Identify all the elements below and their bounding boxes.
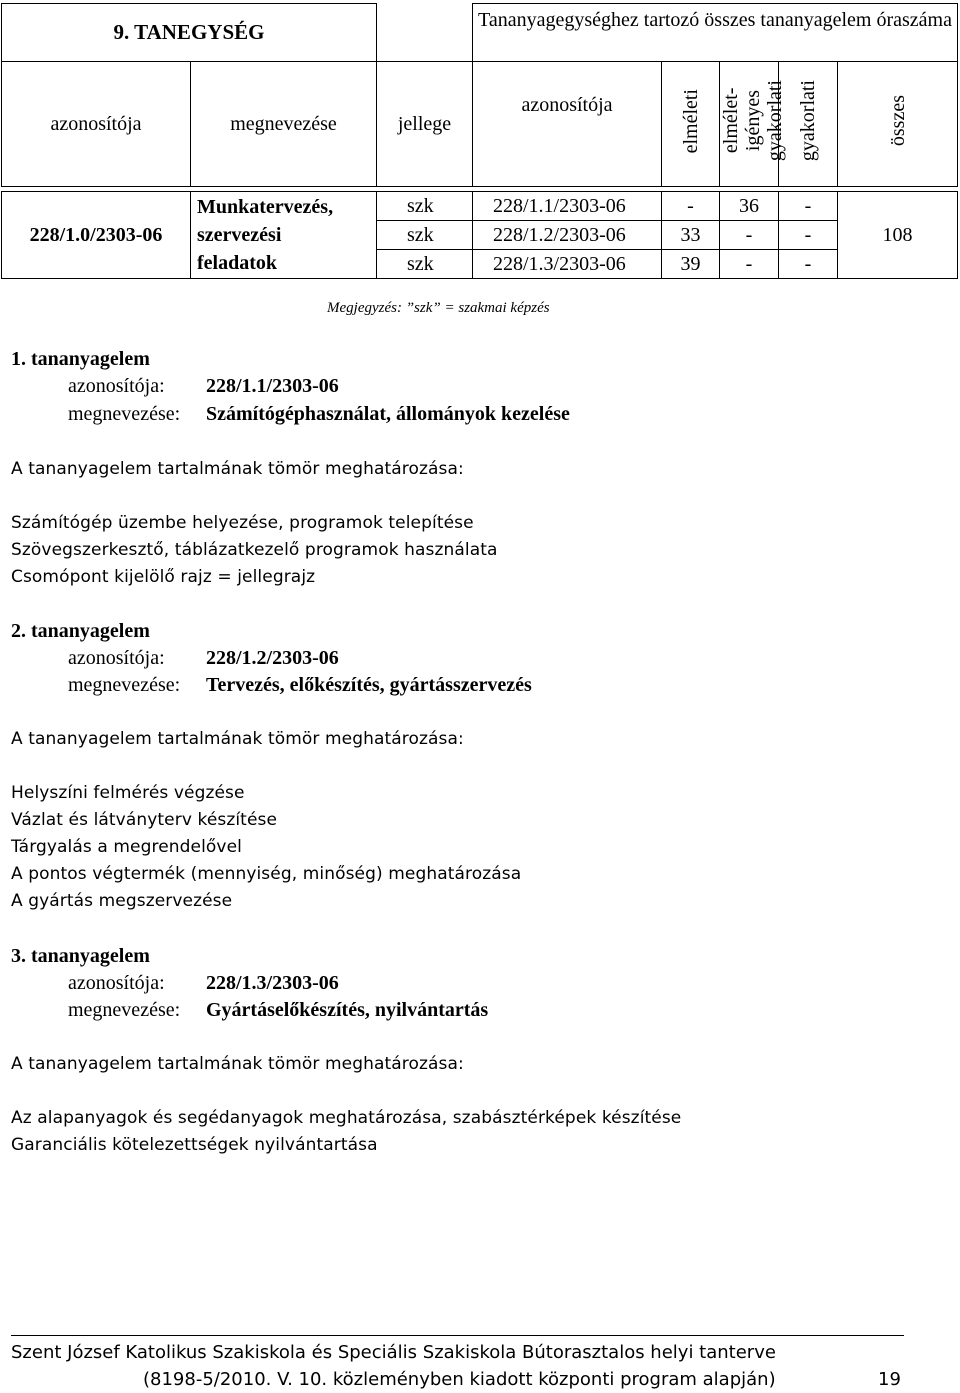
- list-item: Csomópont kijelölő rajz = jellegrajz: [11, 567, 316, 587]
- name-label: megnevezése:: [68, 999, 181, 1021]
- id-value: 228/1.3/2303-06: [206, 972, 339, 994]
- list-item: Helyszíni felmérés végzése: [11, 783, 245, 803]
- col-header-practice: [779, 62, 838, 187]
- list-item: Vázlat és látványterv készítése: [11, 810, 278, 830]
- row-theory-practice: -: [720, 221, 779, 250]
- col-header-theory-text: elméleti: [679, 88, 702, 154]
- row-practice: -: [779, 250, 838, 279]
- row-id: 228/1.2/2303-06: [473, 221, 662, 250]
- id-value: 228/1.2/2303-06: [206, 647, 339, 669]
- section-1-summary-label: A tananyagelem tartalmának tömör meghatározása:: [11, 459, 464, 479]
- col-header-total-text: összes: [886, 95, 909, 147]
- col-header-practice-text: gyakorlati: [797, 80, 819, 162]
- footer-line-2: (8198-5/2010. V. 10. közleményben kiadott központi program alapján): [143, 1369, 776, 1390]
- name-label: megnevezése:: [68, 403, 181, 425]
- list-item: Az alapanyagok és segédanyagok meghatározása, szabásztérképek készítése: [11, 1108, 682, 1128]
- id-value: 228/1.1/2303-06: [206, 375, 339, 397]
- col-header-theory-practice-text: [720, 80, 786, 161]
- section-3-summary-label: A tananyagelem tartalmának tömör meghatározása:: [11, 1054, 464, 1074]
- col-header-element-id: azonosítója: [473, 62, 662, 187]
- col-header-total: [838, 62, 958, 187]
- row-practice: -: [779, 192, 838, 221]
- col-header-theory: [662, 62, 720, 187]
- list-item: Szövegszerkesztő, táblázatkezelő programok használata: [11, 540, 498, 560]
- list-item: Számítógép üzembe helyezése, programok telepítése: [11, 513, 474, 533]
- section-3-title: 3. tananyagelem: [11, 945, 150, 967]
- row-theory: 39: [662, 250, 720, 279]
- page-number: 19: [878, 1369, 901, 1390]
- footer-divider: [11, 1335, 904, 1336]
- id-label: azonosítója:: [68, 972, 165, 994]
- id-label: azonosítója:: [68, 647, 165, 669]
- footer-line-1: Szent József Katolikus Szakiskola és Speciális Szakiskola Bútorasztalos helyi tanterve: [11, 1342, 776, 1363]
- curriculum-table: [1, 3, 958, 279]
- col-header-tp-line2: igényes: [742, 90, 764, 152]
- row-type: szk: [377, 192, 473, 221]
- row-theory: 33: [662, 221, 720, 250]
- total-hours: 108: [838, 192, 958, 279]
- unit-name-line3: feladatok: [197, 252, 277, 274]
- section-3-name: [68, 999, 488, 1022]
- name-value: Tervezés, előkészítés, gyártásszervezés: [206, 674, 532, 696]
- group-header: Tananyagegységhez tartozó összes tananyagelem óraszáma: [473, 4, 958, 62]
- row-theory-practice: 36: [720, 192, 779, 221]
- section-2-name: [68, 674, 532, 697]
- row-theory: -: [662, 192, 720, 221]
- section-2-title: 2. tananyagelem: [11, 620, 150, 642]
- list-item: Tárgyalás a megrendelővel: [11, 837, 242, 857]
- unit-name-line2: szervezési: [197, 224, 282, 246]
- section-1-id: [68, 375, 339, 398]
- row-id: 228/1.1/2303-06: [473, 192, 662, 221]
- list-item: A gyártás megszervezése: [11, 891, 233, 911]
- table-note: Megjegyzés: ”szk” = szakmai képzés: [327, 300, 550, 316]
- col-header-tp-line3: gyakorlati: [764, 80, 786, 162]
- unit-title: 9. TANEGYSÉG: [2, 4, 377, 62]
- section-1-title: 1. tananyagelem: [11, 348, 150, 370]
- id-label: azonosítója:: [68, 375, 165, 397]
- unit-name-line1: Munkatervezés,: [197, 196, 334, 218]
- section-1-name: [68, 403, 570, 426]
- col-header-type: jellege: [377, 62, 473, 187]
- name-value: Számítógéphasználat, állományok kezelése: [206, 403, 570, 425]
- unit-id: 228/1.0/2303-06: [2, 192, 191, 279]
- name-label: megnevezése:: [68, 674, 181, 696]
- col-header-name: megnevezése: [191, 62, 377, 187]
- row-id: 228/1.3/2303-06: [473, 250, 662, 279]
- row-theory-practice: -: [720, 250, 779, 279]
- row-type: szk: [377, 221, 473, 250]
- name-value: Gyártáselőkészítés, nyilvántartás: [206, 999, 489, 1021]
- row-practice: -: [779, 221, 838, 250]
- section-2-summary-label: A tananyagelem tartalmának tömör meghatározása:: [11, 729, 464, 749]
- unit-name: [191, 192, 377, 279]
- col-header-id: azonosítója: [2, 62, 191, 187]
- header-spacer: [377, 4, 473, 62]
- row-type: szk: [377, 250, 473, 279]
- list-item: A pontos végtermék (mennyiség, minőség) meghatározása: [11, 864, 522, 884]
- table-row: [2, 192, 958, 221]
- section-3-id: [68, 972, 339, 995]
- col-header-theory-practice: [720, 62, 786, 187]
- col-header-tp-line1: elmélet-: [720, 88, 742, 154]
- section-2-id: [68, 647, 339, 670]
- list-item: Garanciális kötelezettségek nyilvántartása: [11, 1135, 378, 1155]
